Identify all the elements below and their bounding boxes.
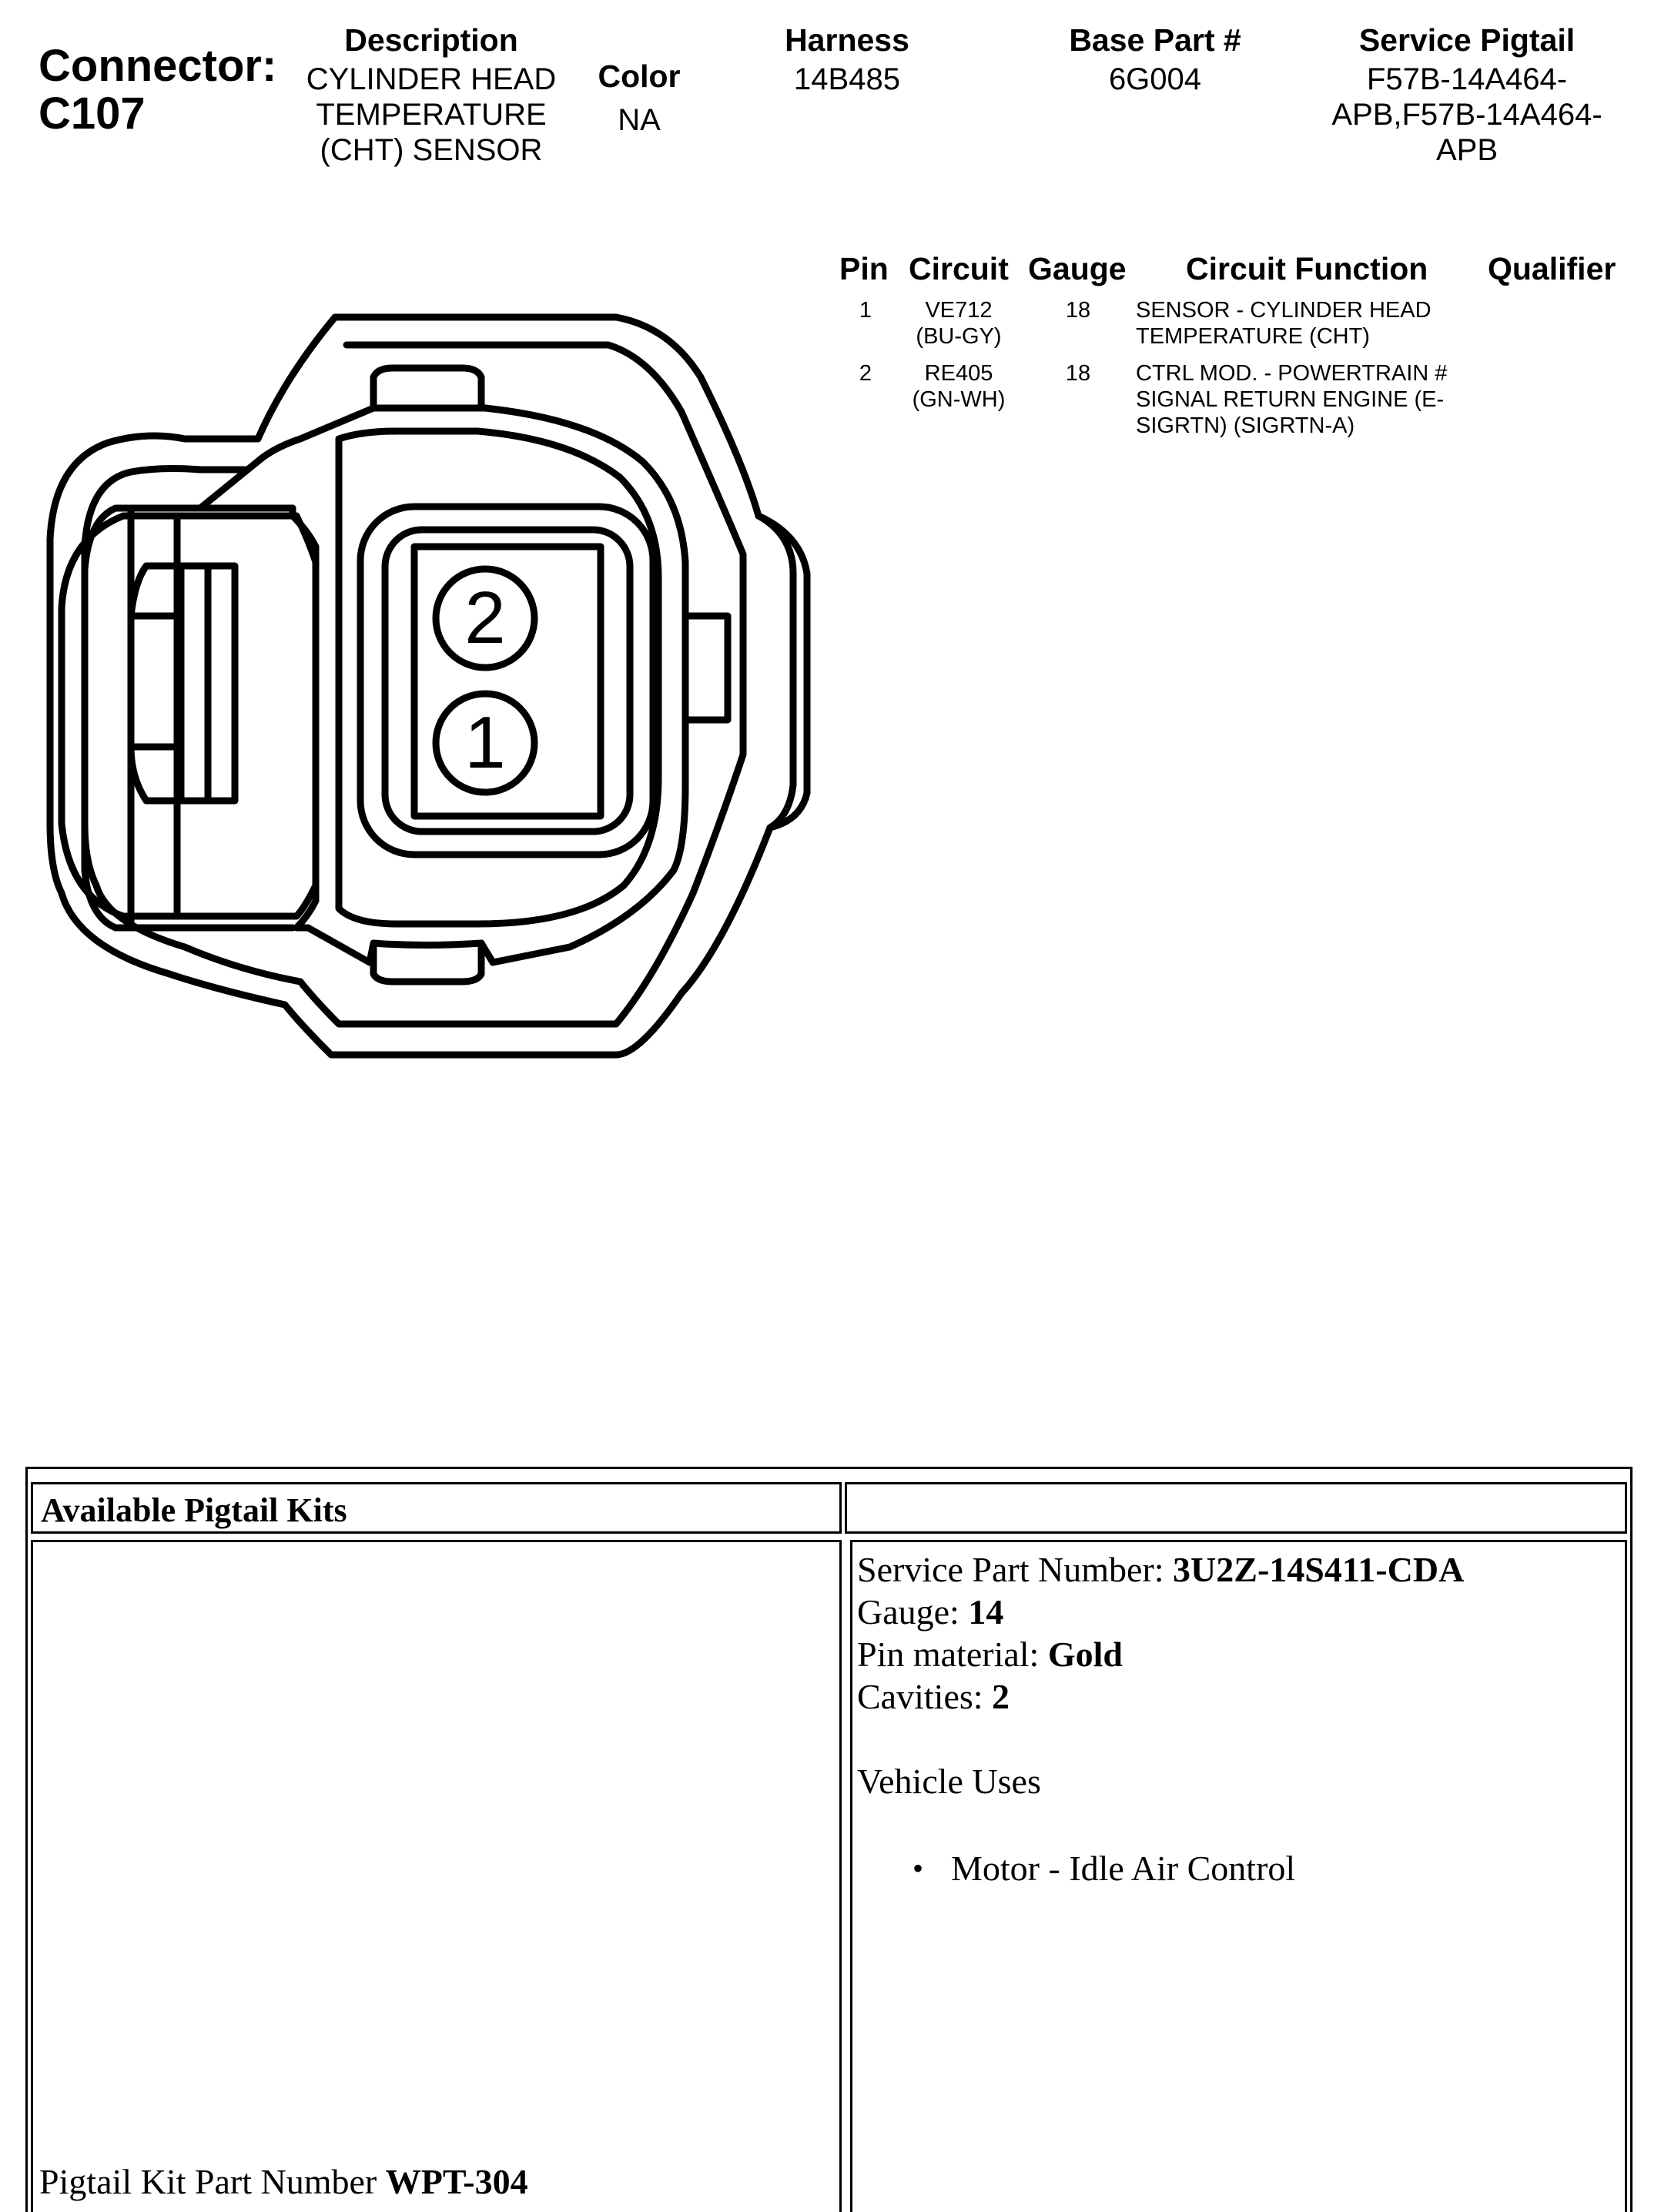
pin-material-line bbox=[857, 1633, 1620, 1675]
connector-left-lock-frame bbox=[131, 508, 293, 928]
cavities-value: 2 bbox=[992, 1677, 1010, 1716]
circuit-cell bbox=[893, 297, 1024, 350]
pin-1-label: 1 bbox=[464, 701, 506, 784]
gauge-header: Gauge bbox=[1028, 251, 1127, 286]
vehicle-uses-list bbox=[857, 1847, 1620, 1889]
circuit-color: (BU-GY) bbox=[916, 324, 1002, 349]
connector-receptacle-outer bbox=[200, 408, 685, 962]
pigtail-kit-right-cell bbox=[850, 1540, 1627, 2212]
vehicle-uses-label: Vehicle Uses bbox=[857, 1762, 1041, 1801]
circuit-code: VE712 bbox=[925, 298, 993, 323]
function-line: SENSOR - CYLINDER HEAD bbox=[1136, 298, 1432, 323]
harness-value: 14B485 bbox=[794, 62, 900, 96]
pin-header: Pin bbox=[839, 251, 889, 286]
connector-latch-ridge bbox=[181, 566, 208, 801]
connector-label bbox=[39, 42, 276, 138]
service-pigtail-line: F57B-14A464- bbox=[1366, 62, 1568, 96]
pin-insert-body bbox=[414, 547, 601, 816]
description-line: (CHT) SENSOR bbox=[320, 133, 543, 167]
color-value: NA bbox=[618, 103, 661, 137]
service-pigtail-title: Service Pigtail bbox=[1358, 22, 1576, 58]
function-line: CTRL MOD. - POWERTRAIN # bbox=[1136, 361, 1448, 386]
pigtail-kits-title-text: Available Pigtail Kits bbox=[41, 1491, 347, 1529]
connector-right-key bbox=[685, 616, 728, 720]
function-line: SIGRTN) (SIGRTN-A) bbox=[1136, 413, 1355, 438]
service-pigtail-column bbox=[1278, 22, 1656, 168]
color-title: Color bbox=[598, 59, 681, 94]
pigtail-kit-part-number: WPT-304 bbox=[385, 2162, 528, 2201]
connector-left-lock-outer bbox=[62, 516, 316, 916]
color-column bbox=[570, 58, 708, 138]
base-part-title: Base Part # bbox=[1069, 22, 1241, 58]
pin-material-label: Pin material: bbox=[857, 1635, 1048, 1674]
service-part-line bbox=[857, 1548, 1620, 1591]
function-cell bbox=[1136, 297, 1490, 350]
function-header: Circuit Function bbox=[1186, 251, 1428, 286]
gauge-line bbox=[857, 1591, 1620, 1633]
circuit-cell bbox=[893, 360, 1024, 413]
cavities-line bbox=[857, 1675, 1620, 1718]
cavities-label: Cavities: bbox=[857, 1677, 993, 1716]
description-line: TEMPERATURE bbox=[316, 98, 547, 132]
base-part-value: 6G004 bbox=[1108, 62, 1202, 96]
pigtail-kits-title bbox=[31, 1482, 842, 1534]
vehicle-use-item: • Motor - Idle Air Control bbox=[857, 1847, 1620, 1889]
circuit-header: Circuit bbox=[909, 251, 1009, 286]
function-line: TEMPERATURE (CHT) bbox=[1136, 324, 1370, 349]
connector-label-text: Connector: bbox=[39, 41, 277, 91]
circuit-code: RE405 bbox=[924, 361, 993, 386]
function-line: SIGNAL RETURN ENGINE (E- bbox=[1136, 387, 1445, 412]
gauge-cell: 18 bbox=[1065, 361, 1091, 386]
harness-column bbox=[739, 22, 955, 97]
gauge-cell: 18 bbox=[1065, 298, 1091, 323]
gauge-label: Gauge: bbox=[857, 1592, 969, 1631]
connector-right-latch bbox=[759, 516, 793, 828]
connector-bottom-key bbox=[373, 943, 481, 982]
connector-top-key bbox=[373, 368, 481, 408]
connector-face-diagram bbox=[31, 285, 824, 1086]
pin-number: 2 bbox=[859, 361, 872, 386]
gauge-value: 14 bbox=[968, 1592, 1004, 1631]
pigtail-kits-title-spacer bbox=[845, 1482, 1627, 1534]
pin-cavity-outer bbox=[360, 507, 653, 855]
service-pigtail-line: APB,F57B-14A464- bbox=[1331, 98, 1602, 132]
connector-latch-notch bbox=[131, 616, 181, 747]
description-title: Description bbox=[344, 22, 518, 58]
pigtail-kit-left-cell bbox=[31, 1540, 842, 2212]
pin-number: 1 bbox=[859, 298, 872, 323]
harness-title: Harness bbox=[785, 22, 909, 58]
connector-id: C107 bbox=[39, 89, 146, 139]
function-cell bbox=[1136, 360, 1490, 439]
service-pigtail-line: APB bbox=[1435, 133, 1499, 167]
circuit-color: (GN-WH) bbox=[912, 387, 1006, 412]
pigtail-kit-part-line bbox=[39, 2160, 528, 2203]
service-part-label: Service Part Number: bbox=[857, 1550, 1174, 1589]
base-part-column bbox=[1032, 22, 1278, 97]
description-column bbox=[285, 22, 578, 168]
qualifier-header: Qualifier bbox=[1488, 251, 1616, 286]
service-part-number: 3U2Z-14S411-CDA bbox=[1173, 1550, 1465, 1589]
description-line: CYLINDER HEAD bbox=[306, 62, 557, 96]
pin-2-label: 2 bbox=[464, 577, 506, 659]
pigtail-kit-part-label: Pigtail Kit Part Number bbox=[39, 2162, 386, 2201]
pin-material-value: Gold bbox=[1047, 1635, 1123, 1674]
